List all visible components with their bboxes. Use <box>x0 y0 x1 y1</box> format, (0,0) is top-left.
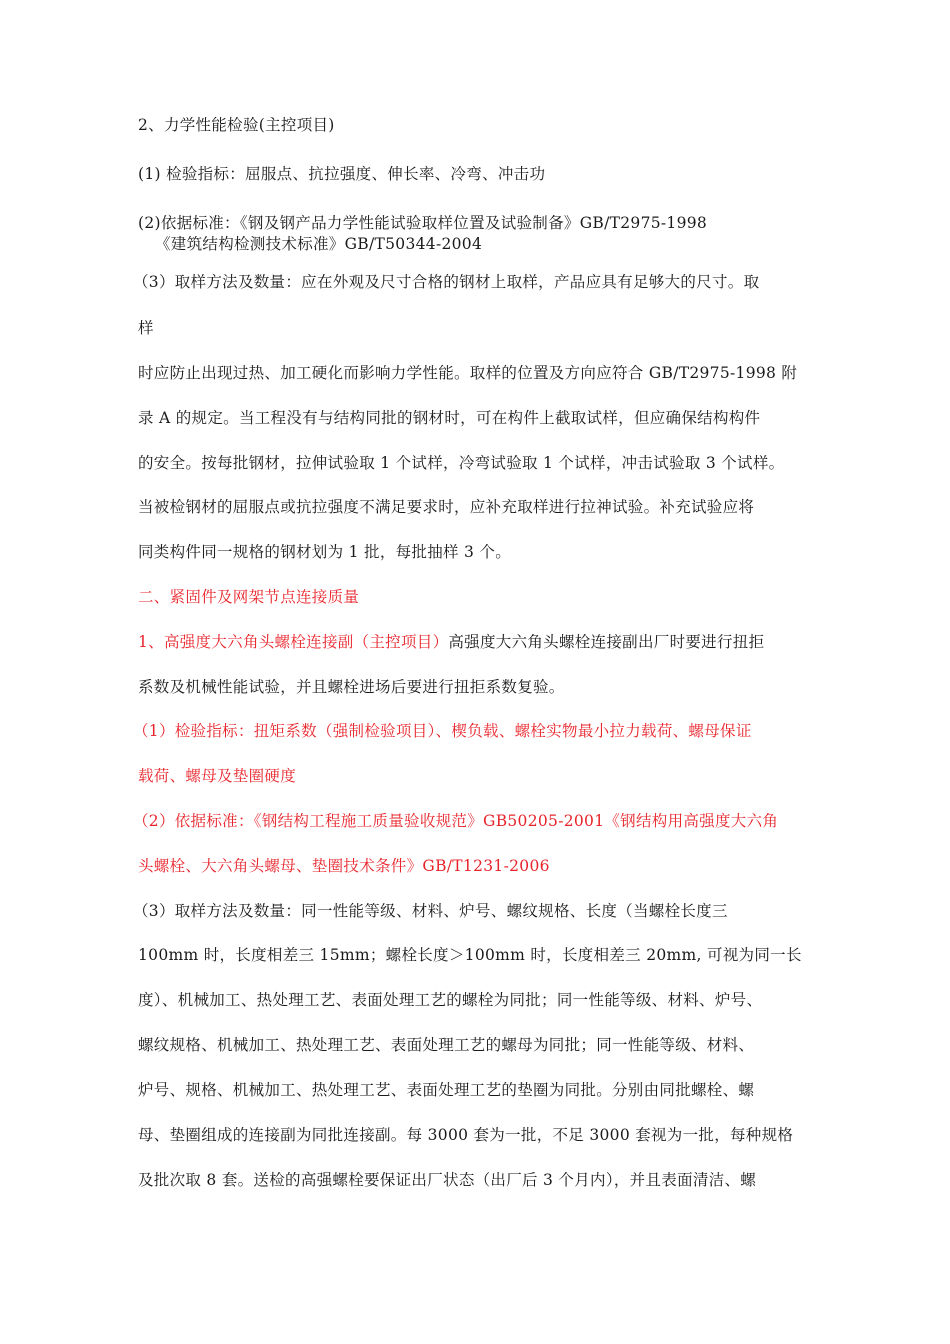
paragraph-bolt-sampling-line7: 及批次取 8 套。送检的高强螺栓要保证出厂状态（出厂后 3 个月内），并且表面清洁、螺 <box>138 1171 757 1189</box>
paragraph-sampling-line5: 的安全。按每批钢材，拉伸试验取 1 个试样，冷弯试验取 1 个试样，冲击试验取 3 个试样。 <box>138 454 785 472</box>
section-heading-mechanical-test: 2、力学性能检验(主控项目) <box>138 116 335 134</box>
paragraph-bolt-standards-line2: 头螺栓、大六角头螺母、垫圈技术条件》GB/T1231-2006 <box>138 857 550 875</box>
paragraph-standards-line2: 《建筑结构检测技术标准》GB/T50344-2004 <box>155 235 483 253</box>
paragraph-bolt-intro-line1 <box>138 632 764 652</box>
paragraph-bolt-sampling-line3: 度）、机械加工、热处理工艺、表面处理工艺的螺栓为同批；同一性能等级、材料、炉号、 <box>138 991 763 1009</box>
paragraph-bolt-intro-line2: 系数及机械性能试验，并且螺栓进场后要进行扭拒系数复验。 <box>138 678 565 696</box>
paragraph-bolt-sampling-line2: 100mm 时，长度相差三 15mm；螺栓长度＞100mm 时，长度相差三 20mm, 可视为同一长 <box>138 946 802 964</box>
paragraph-sampling-line7: 同类构件同一规格的钢材划为 1 批，每批抽样 3 个。 <box>138 543 512 561</box>
paragraph-bolt-indicators-line2: 载荷、螺母及垫圈硬度 <box>138 767 297 785</box>
subsection-heading-bolt: 1、高强度大六角头螺栓连接副（主控项目） <box>138 633 449 651</box>
paragraph-bolt-standards-line1: （2）依据标准：《钢结构工程施工质量验收规范》GB50205-2001《钢结构用高强度大六角 <box>133 812 779 830</box>
paragraph-sampling-line4: 录 A 的规定。当工程没有与结构同批的钢材时，可在构件上截取试样，但应确保结构构件 <box>138 409 761 427</box>
bolt-intro-text: 高强度大六角头螺栓连接副出厂时要进行扭拒 <box>448 633 765 651</box>
paragraph-standards-line1: (2)依据标准：《钢及钢产品力学性能试验取样位置及试验制备》GB/T2975-1998 <box>138 214 708 232</box>
paragraph-sampling-line3: 时应防止出现过热、加工硬化而影响力学性能。取样的位置及方向应符合 GB/T2975-1998 附 <box>138 364 798 382</box>
paragraph-test-indicators: (1) 检验指标：屈服点、抗拉强度、伸长率、冷弯、冲击功 <box>138 165 546 183</box>
paragraph-sampling-line1: （3）取样方法及数量：应在外观及尺寸合格的钢材上取样，产品应具有足够大的尺寸。取 <box>133 273 760 291</box>
paragraph-bolt-sampling-line4: 螺纹规格、机械加工、热处理工艺、表面处理工艺的螺母为同批；同一性能等级、材料、 <box>138 1036 755 1054</box>
paragraph-sampling-line2: 样 <box>138 319 154 337</box>
paragraph-bolt-indicators-line1: （1）检验指标：扭矩系数（强制检验项目）、楔负载、螺栓实物最小拉力载荷、螺母保证 <box>133 722 752 740</box>
paragraph-sampling-line6: 当被检钢材的屈服点或抗拉强度不满足要求时，应补充取样进行拉神试验。补充试验应将 <box>138 498 755 516</box>
paragraph-bolt-sampling-line6: 母、垫圈组成的连接副为同批连接副。每 3000 套为一批，不足 3000 套视为一批，每种规格 <box>138 1126 794 1144</box>
paragraph-bolt-sampling-line1: （3）取样方法及数量：同一性能等级、材料、炉号、螺纹规格、长度（当螺栓长度三 <box>133 902 728 920</box>
section-heading-fasteners: 二、紧固件及网架节点连接质量 <box>138 588 360 606</box>
paragraph-bolt-sampling-line5: 炉号、规格、机械加工、热处理工艺、表面处理工艺的垫圈为同批。分别由同批螺栓、螺 <box>138 1081 755 1099</box>
